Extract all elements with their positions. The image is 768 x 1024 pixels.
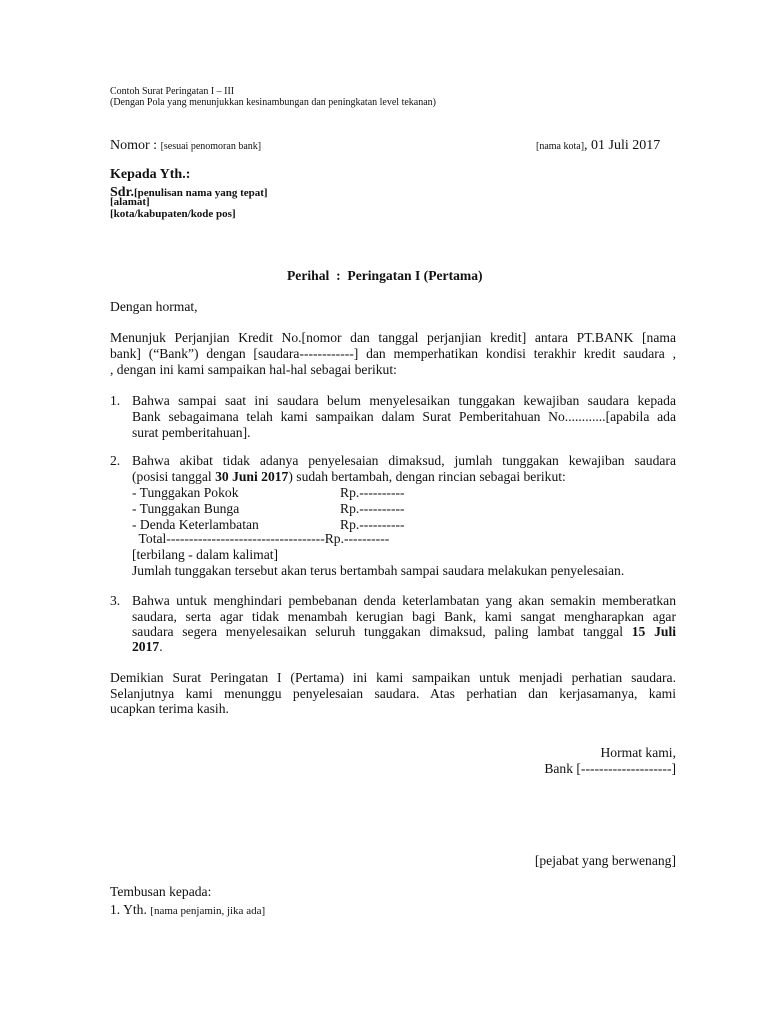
nomor-value: [sesuai penomoran bank]	[160, 141, 262, 152]
item-1-line-1: Bahwa sampai saat ini saudara belum menyelesaikan tunggakan kewajiban saudara kepada	[132, 393, 676, 408]
arrears-principal-label: - Tunggakan Pokok	[132, 485, 239, 500]
official-signature: [pejabat yang berwenang]	[534, 853, 676, 868]
greeting: Dengan hormat,	[110, 299, 198, 314]
item-3-line-3	[132, 624, 676, 640]
amount-in-words: [terbilang - dalam kalimat]	[132, 547, 279, 562]
recipient-address: [alamat]	[110, 196, 150, 208]
recipient-sdr: Sdr.	[110, 185, 135, 200]
header-subtitle: (Dengan Pola yang menunjukkan kesinambungan dan peningkatan level tekanan)	[110, 97, 437, 108]
perihal: Perihal : Peringatan I (Pertama)	[287, 268, 483, 283]
arrears-interest-amount: Rp.----------	[340, 501, 405, 516]
recipient-to: Kepada Yth.:	[110, 167, 191, 182]
bank-signature: Bank [--------------------]	[544, 761, 676, 776]
arrears-interest-label: - Tunggakan Bunga	[132, 501, 240, 516]
item-3-line-4	[132, 639, 163, 655]
item-2-position-date: 30 Juni 2017	[215, 469, 289, 484]
late-fee-amount: Rp.----------	[340, 517, 405, 532]
letter-date: , 01 Juli 2017	[584, 138, 661, 153]
closing-line-2: Selanjutnya kami menunggu penyelesaian saudara. Atas perhatian dan kerjasamanya, kami	[110, 686, 676, 701]
item-2-number: 2.	[110, 453, 121, 468]
place: [nama kota]	[536, 141, 585, 152]
item-3-number: 3.	[110, 593, 121, 608]
intro-line-2: bank] (“Bank”) dengan [saudara------------] dan memperhatikan kondisi terakhir kredit saudara ,	[110, 346, 676, 361]
item-3-line-3-text: saudara segera menyelesaikan seluruh tunggakan dimaksud, paling lambat tanggal	[132, 624, 632, 639]
recipient-city: [kota/kabupaten/kode pos]	[110, 208, 236, 220]
cc-item-value: [nama penjamin, jika ada]	[150, 905, 266, 917]
intro-line-3: , dengan ini kami sampaikan hal-hal sebagai berikut:	[110, 362, 397, 377]
regards: Hormat kami,	[600, 745, 676, 760]
nomor-label: Nomor	[110, 138, 150, 153]
cc-item-prefix: 1. Yth.	[110, 902, 151, 917]
arrears-note: Jumlah tunggakan tersebut akan terus bertambah sampai saudara melakukan penyelesaian.	[132, 563, 625, 578]
item-2-line-2-start: (posisi tanggal	[132, 469, 216, 484]
item-2-line-1: Bahwa akibat tidak adanya penyelesaian dimaksud, jumlah tunggakan kewajiban saudara	[132, 453, 676, 468]
item-3-period: .	[159, 639, 163, 654]
item-1-number: 1.	[110, 393, 121, 408]
cc-item-1	[110, 901, 265, 919]
item-2-line-2-end: ) sudah bertambah, dengan rincian sebagai berikut:	[288, 469, 566, 484]
item-2-line-2	[132, 469, 566, 485]
deadline-date-part-2: 2017	[132, 639, 160, 654]
item-3-line-1: Bahwa untuk menghindari pembebanan denda keterlambatan yang akan semakin memberatkan	[132, 593, 676, 608]
closing-line-3: ucapkan terima kasih.	[110, 701, 229, 716]
deadline-date-part-1: 15 Juli	[631, 624, 676, 639]
item-3-line-2: saudara, serta agar tidak menambah kerugian bagi Bank, kami sangat mengharapkan agar	[132, 609, 676, 624]
arrears-principal-amount: Rp.----------	[340, 485, 405, 500]
intro-line-1: Menunjuk Perjanjian Kredit No.[nomor dan tanggal perjanjian kredit] antara PT.BANK [nama	[110, 330, 676, 345]
date-line	[536, 136, 660, 154]
closing-line-1: Demikian Surat Peringatan I (Pertama) ini kami sampaikan untuk menjadi perhatian saudara.	[110, 670, 676, 685]
recipient-name: [penulisan nama yang tepat]	[134, 187, 268, 199]
arrears-total: Total-----------------------------------Rp.----------	[132, 531, 390, 546]
nomor-line	[110, 136, 261, 154]
cc-title: Tembusan kepada:	[110, 884, 212, 899]
item-1-line-2: Bank sebagaimana telah kami sampaikan dalam Surat Pemberitahuan No............[apabila ada	[132, 409, 676, 424]
header-title: Contoh Surat Peringatan I – III	[110, 86, 235, 97]
nomor-sep: :	[149, 138, 161, 153]
late-fee-label: - Denda Keterlambatan	[132, 517, 259, 532]
item-1-line-3: surat pemberitahuan].	[132, 425, 251, 440]
